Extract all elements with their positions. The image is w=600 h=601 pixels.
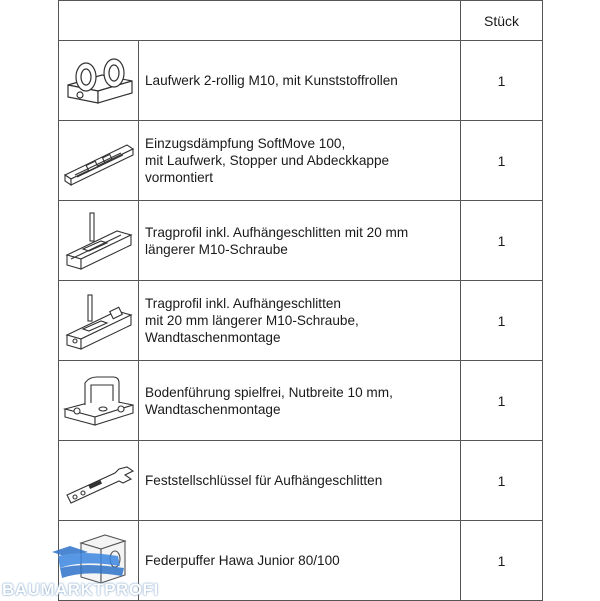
row-1-qty: 1 [461, 41, 543, 121]
row-6-line-1: Feststellschlüssel für Aufhängeschlitten [145, 473, 383, 488]
row-2-qty: 1 [461, 121, 543, 201]
row-4-line-3: Wandtaschenmontage [145, 330, 281, 345]
row-4-qty: 1 [461, 281, 543, 361]
table-row [59, 201, 543, 281]
table-row [59, 441, 543, 521]
row-6-qty: 1 [461, 441, 543, 521]
row-1-line-1: Laufwerk 2-rollig M10, mit Kunststoffrollen [145, 73, 398, 88]
header-quantity: Stück [461, 1, 543, 41]
header-row [59, 1, 543, 41]
row-3-line-1: Tragprofil inkl. Aufhängeschlitten mit 20 mm [145, 224, 409, 240]
watermark-text: BAUMARKTPROFI [2, 580, 159, 599]
row-2-line-1: Einzugsdämpfung SoftMove 100, [145, 136, 346, 151]
row-4-line-2: mit 20 mm längerer M10-Schraube, [145, 313, 359, 328]
row-5-line-1: Bodenführung spielfrei, Nutbreite 10 mm, [145, 384, 393, 400]
row-4-line-1: Tragprofil inkl. Aufhängeschlitten [145, 296, 341, 311]
table-row [59, 121, 543, 201]
soft-close-damper-icon [61, 131, 137, 191]
table-row [59, 41, 543, 121]
row-2-line-3: vormontiert [145, 170, 213, 185]
row-5-line-2: Wandtaschenmontage [145, 401, 281, 417]
header-description [59, 1, 461, 41]
row-7-qty: 1 [461, 521, 543, 601]
row-3-line-2: längerer M10-Schraube [145, 241, 288, 257]
row-7-line-1: Federpuffer Hawa Junior 80/100 [145, 553, 340, 568]
support-profile-icon [61, 209, 137, 273]
table-row [59, 281, 543, 361]
support-profile-wall-icon [61, 289, 137, 353]
row-2-line-2: mit Laufwerk, Stopper und Abdeckkappe [145, 153, 390, 168]
parts-table [58, 0, 543, 601]
row-3-qty: 1 [461, 201, 543, 281]
roller-carriage-icon [62, 51, 136, 111]
table-row [59, 361, 543, 441]
row-5-qty: 1 [461, 361, 543, 441]
floor-guide-icon [61, 369, 137, 433]
locking-key-icon [61, 451, 137, 511]
